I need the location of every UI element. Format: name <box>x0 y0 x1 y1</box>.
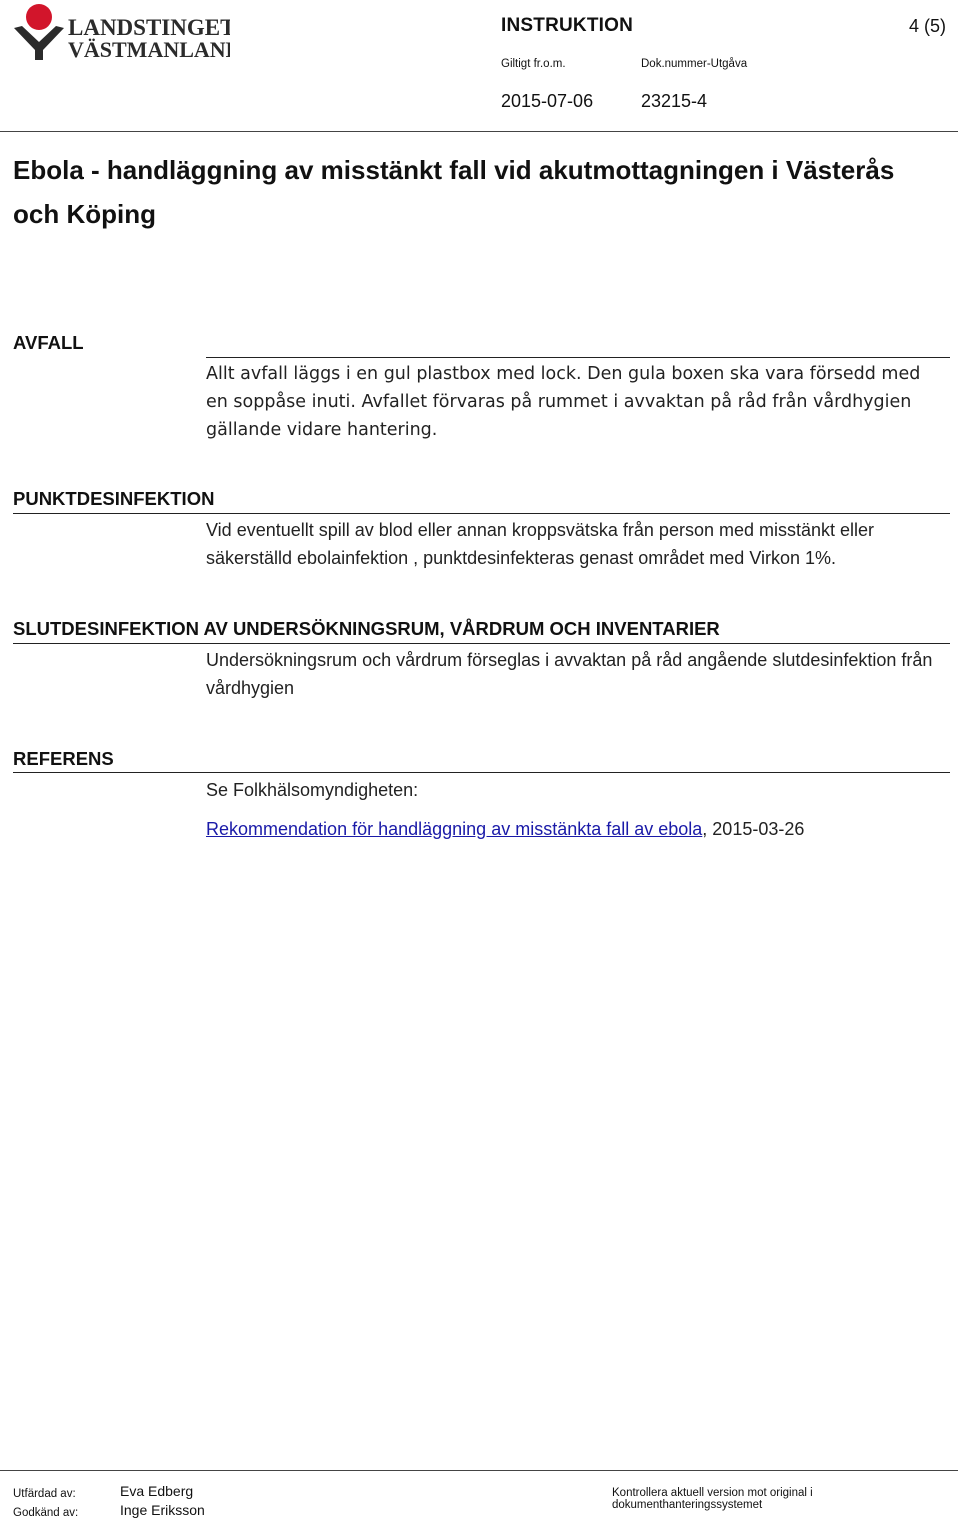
page-title: Ebola - handläggning av misstänkt fall vid akutmottagningen i Västerås och Köping <box>13 155 895 229</box>
valid-from-label: Giltigt fr.o.m. <box>501 58 566 70</box>
issued-by-name: Eva Edberg <box>120 1483 194 1499</box>
section-body-avfall: Allt avfall läggs i en gul plastbox med lock. Den gula boxen ska vara försedd med en soppåse inuti. Avfallet förvaras på rummet i avvaktan på råd från vårdhygien gällande vidare hantering. <box>206 364 921 440</box>
footer-note: Kontrollera aktuell version mot original i dokumenthanteringssystemet <box>612 1487 813 1511</box>
reference-line <box>206 815 946 843</box>
landstinget-logo <box>10 2 230 62</box>
logo-text-line1: LANDSTINGET <box>68 15 230 40</box>
page-number: 4 (5) <box>908 16 946 36</box>
section-heading-referens: REFERENS <box>13 748 114 769</box>
header-divider <box>0 131 958 132</box>
section-rule-punktdesinfektion <box>13 513 950 514</box>
approved-by-name: Inge Eriksson <box>120 1502 205 1518</box>
valid-from-date: 2015-07-06 <box>501 91 594 111</box>
logo-text-line2: VÄSTMANLAND <box>68 37 230 62</box>
reference-date: , 2015-03-26 <box>702 819 805 839</box>
document-type: INSTRUKTION <box>501 15 634 36</box>
section-body-referens: Se Folkhälsomyndigheten: <box>206 780 419 800</box>
logo-mark-icon <box>10 2 230 62</box>
section-rule-slutdesinfektion <box>13 643 950 644</box>
document-number: 23215-4 <box>641 91 708 111</box>
issued-by-label: Utfärdad av: <box>13 1488 76 1500</box>
section-heading-avfall: AVFALL <box>13 332 84 353</box>
approved-by-label: Godkänd av: <box>13 1507 79 1519</box>
section-rule-avfall <box>206 357 950 358</box>
docnum-label: Dok.nummer-Utgåva <box>641 58 748 70</box>
section-body-slutdesinfektion: Undersökningsrum och vårdrum förseglas i avvaktan på råd angående slutdesinfektion från vårdhygien <box>206 650 933 698</box>
section-body-punktdesinfektion: Vid eventuellt spill av blod eller annan kroppsvätska från person med misstänkt eller säkerställd ebolainfektion , punktdesinfekteras genast området med Virkon 1%. <box>206 520 875 568</box>
footer-divider <box>0 1470 958 1471</box>
section-heading-slutdesinfektion: SLUTDESINFEKTION AV UNDERSÖKNINGSRUM, VÅRDRUM OCH INVENTARIER <box>13 618 720 639</box>
section-heading-punktdesinfektion: PUNKTDESINFEKTION <box>13 488 215 509</box>
reference-link[interactable]: Rekommendation för handläggning av misstänkta fall av ebola <box>206 819 703 839</box>
section-rule-referens <box>13 772 950 773</box>
